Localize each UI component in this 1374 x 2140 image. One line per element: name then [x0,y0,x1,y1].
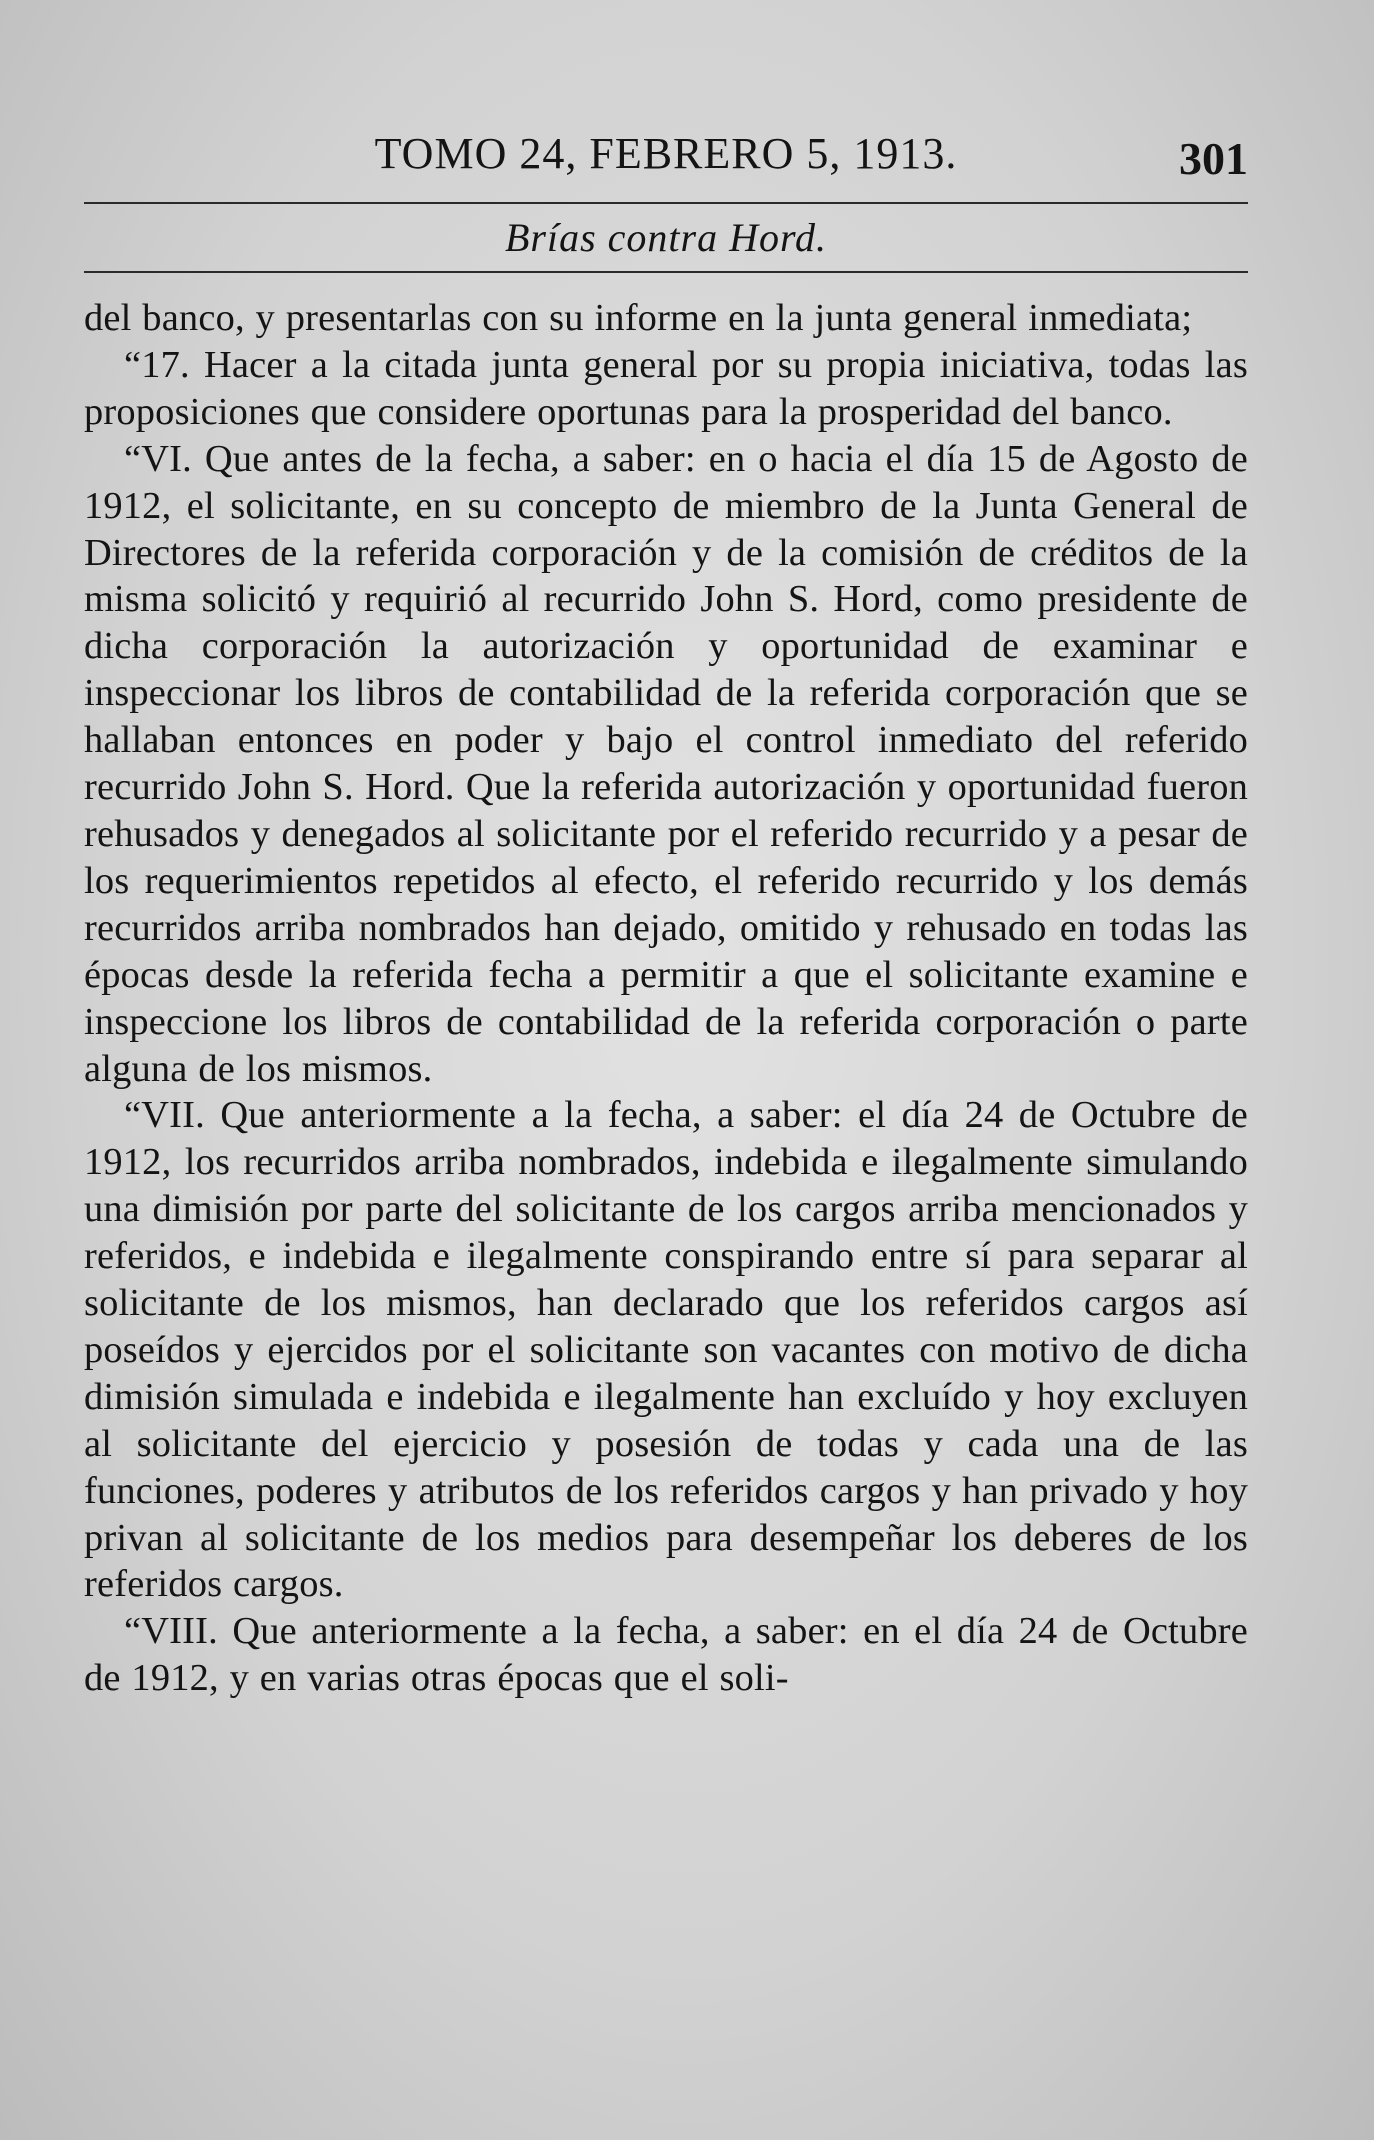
case-title: Brías contra Hord. [504,215,828,260]
paragraph: “VI. Que antes de la fecha, a saber: en o hacia el día 15 de Agosto de 1912, el solicitante, en su concepto de miembro de la Junta General de Directores de la referida corporación y de la comisión de créditos de la misma solicitó y requirió al recurrido John S. Hord, como presidente de dicha corporación la autorización y oportunidad de examinar e inspeccionar los libros de contabilidad de la referida corporación que se hallaban entonces en poder y bajo el control inmediato del referido recurrido John S. Hord. Que la referida autorización y oportunidad fueron rehusados y denegados al solicitante por el referido recurrido y a pesar de los requerimientos repetidos al efecto, el referido recurrido y los demás recurridos arriba nombrados han dejado, omitido y rehusado en todas las épocas desde la referida fecha a permitir a que el solicitante examine e inspeccione los libros de contabilidad de la referida corporación o parte alguna de los mismos. [84,437,1248,1090]
running-head [84,120,1248,190]
paragraph: “VII. Que anteriormente a la fecha, a saber: el día 24 de Octubre de 1912, los recurridos arriba nombrados, indebida e ilegalmente simulando una dimisión por parte del solicitante de los cargos arriba mencionados y referidos, e indebida e ilegalmente conspirando entre sí para separar al solicitante de los mismos, han declarado que los referidos cargos así poseídos y ejercidos por el solicitante son vacantes con motivo de dicha dimisión simulada e indebida e ilegalmente han excluído y hoy excluyen al solicitante del ejercicio y posesión de todas y cada una de las funciones, poderes y atributos de los referidos cargos y han privado y hoy privan al solicitante de los medios para desempeñar los deberes de los referidos cargos. [84,1094,1248,1606]
header-rule [84,202,1248,204]
running-head-title: TOMO 24, FEBRERO 5, 1913. [374,129,958,178]
book-page [84,120,1248,1702]
paragraph: “VIII. Que anteriormente a la fecha, a saber: en el día 24 de Octubre de 1912, y en varias otras épocas que el soli- [84,1610,1248,1700]
body-text [84,295,1248,1702]
page-number: 301 [1179,133,1248,184]
paragraph: del banco, y presentarlas con su informe en la junta general inmediata; [84,297,1193,339]
case-title-rule [84,271,1248,273]
paragraph: “17. Hacer a la citada junta general por su propia iniciativa, todas las proposiciones que considere oportunas para la prosperidad del banco. [84,343,1248,433]
